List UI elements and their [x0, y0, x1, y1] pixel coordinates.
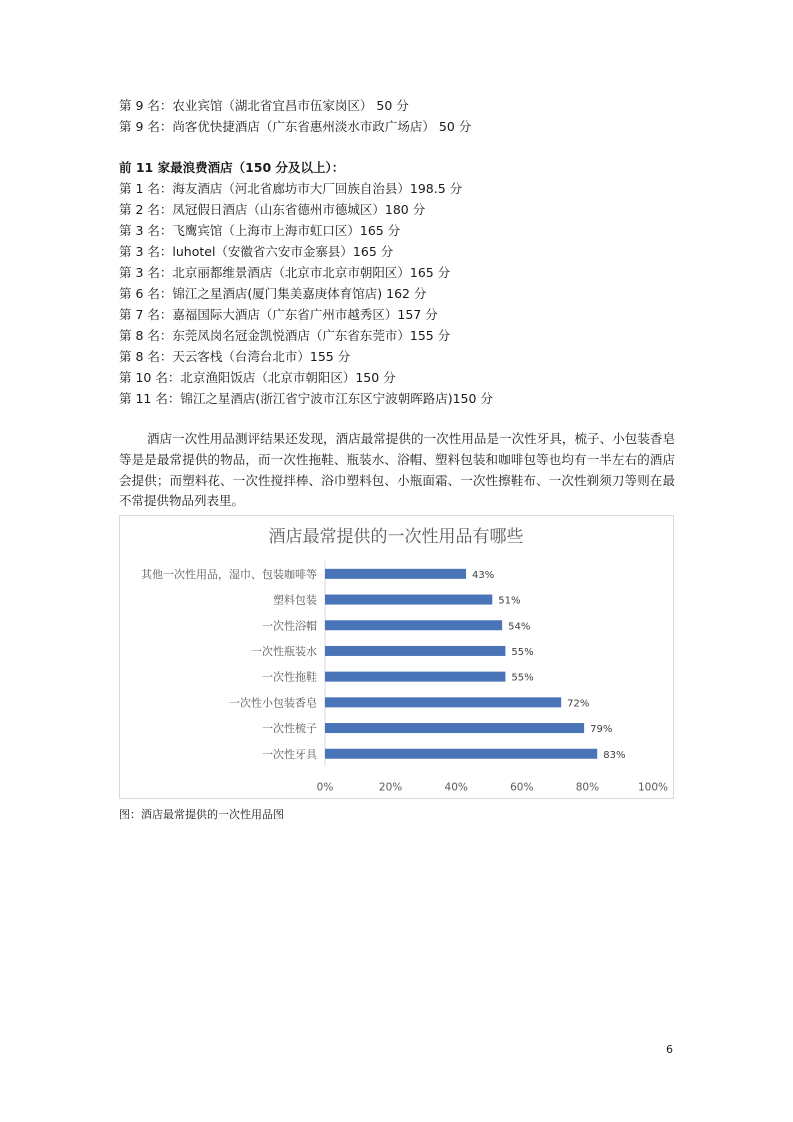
ranking-item: 第 10 名：北京渔阳饭店（北京市朝阳区）150 分	[119, 370, 396, 385]
category-label: 一次性浴帽	[262, 619, 317, 633]
ranking-item: 第 3 名：luhotel（安徽省六安市金寨县）165 分	[119, 244, 394, 259]
intro-line: 第 9 名：尚客优快捷酒店（广东省惠州淡水市政广场店） 50 分	[119, 119, 472, 134]
bar	[325, 697, 561, 707]
bar	[325, 569, 466, 579]
ranking-item: 第 7 名：嘉福国际大酒店（广东省广州市越秀区）157 分	[119, 307, 438, 322]
category-label: 一次性瓶装水	[251, 644, 317, 658]
data-label: 55%	[511, 672, 534, 684]
ranking-item: 第 6 名：锦江之星酒店(厦门集美嘉庚体育馆店) 162 分	[119, 286, 427, 301]
data-label: 54%	[508, 621, 531, 633]
bar	[325, 620, 502, 630]
bar	[325, 749, 597, 759]
data-label: 72%	[567, 698, 590, 710]
category-label: 一次性梳子	[262, 722, 317, 736]
section-heading: 前 11 家最浪费酒店（150 分及以上）：	[119, 160, 345, 175]
category-label: 一次性拖鞋	[262, 670, 317, 684]
ranking-item: 第 3 名：北京丽都维景酒店（北京市北京市朝阳区）165 分	[119, 265, 451, 280]
category-label: 其他一次性用品，湿巾、包装咖啡等	[141, 567, 317, 581]
bar	[325, 723, 584, 733]
bar	[325, 595, 492, 605]
bar-chart	[120, 516, 673, 798]
category-label: 塑料包装	[273, 593, 317, 607]
ranking-item: 第 3 名：飞鹰宾馆（上海市上海市虹口区）165 分	[119, 223, 401, 238]
x-tick-label: 20%	[378, 781, 403, 794]
ranking-item: 第 8 名：天云客栈（台湾台北市）155 分	[119, 349, 351, 364]
data-label: 79%	[590, 724, 613, 736]
x-tick-label: 40%	[444, 781, 468, 794]
data-label: 43%	[472, 569, 495, 581]
intro-line: 第 9 名：农业宾馆（湖北省宜昌市伍家岗区） 50 分	[119, 98, 409, 113]
data-label: 51%	[498, 595, 521, 607]
bar	[325, 672, 505, 682]
x-tick-label: 60%	[510, 781, 534, 794]
data-label: 55%	[511, 646, 534, 658]
ranking-item: 第 8 名：东莞凤岗名冠金凯悦酒店（广东省东莞市）155 分	[119, 328, 451, 343]
chart-frame	[119, 515, 674, 799]
figure-caption: 图：酒店最常提供的一次性用品图	[119, 808, 284, 821]
bar	[325, 646, 505, 656]
chart-bars	[325, 569, 597, 759]
category-label: 一次性牙具	[262, 747, 317, 761]
ranking-item: 第 1 名：海友酒店（河北省廊坊市大厂回族自治县）198.5 分	[119, 181, 463, 196]
ranking-item: 第 2 名：凤冠假日酒店（山东省德州市德城区）180 分	[119, 202, 426, 217]
chart-title: 酒店最常提供的一次性用品有哪些	[268, 527, 524, 547]
x-tick-label: 80%	[575, 781, 600, 794]
page-number: 6	[666, 1043, 673, 1056]
data-label: 83%	[603, 749, 626, 761]
body-paragraph: 酒店一次性用品测评结果还发现，酒店最常提供的一次性用品是一次性牙具，梳子、小包装香皂等是是最常提供的物品，而一次性拖鞋、瓶装水、浴帽、塑料包装和咖啡包等也均有一半左右的酒店会提供；而塑料花、一次性搅拌棒、浴巾塑料包、小瓶面霜、一次性擦鞋布、一次性剃须刀等则在最不常提供物品列表里。	[119, 431, 675, 509]
category-label: 一次性小包装香皂	[229, 696, 317, 710]
ranking-item: 第 11 名：锦江之星酒店(浙江省宁波市江东区宁波朝晖路店)150 分	[119, 391, 493, 406]
x-tick-label: 100%	[637, 781, 669, 794]
x-tick-label: 0%	[316, 781, 334, 794]
